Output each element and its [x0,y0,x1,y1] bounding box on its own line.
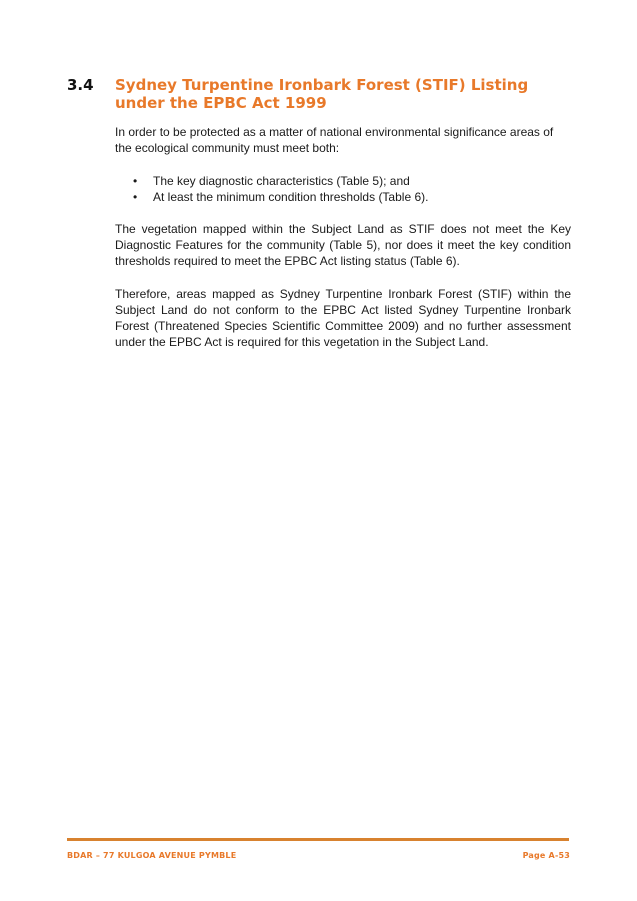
bullet-icon: • [133,174,138,188]
footer-document-title: BDAR – 77 KULGOA AVENUE PYMBLE [67,851,237,860]
list-item [115,189,571,205]
vegetation-paragraph: The vegetation mapped within the Subject Land as STIF does not meet the Key Diagnostic Features for the community (Table 5), nor does it meet the key condition thresholds required to meet the EPBC Act listing status (Table 6). [115,222,571,268]
bullet-icon: • [133,190,138,204]
conclusion-paragraph: Therefore, areas mapped as Sydney Turpentine Ironbark Forest (STIF) within the Subject Land do not conform to the EPBC Act listed Sydney Turpentine Ironbark Forest (Threatened Species Scientific Committee 2009) and no further assessment under the EPBC Act is required for this vegetation in the Subject Land. [115,287,571,349]
intro-paragraph: In order to be protected as a matter of national environmental significance areas of the ecological community must meet both: [115,125,554,155]
section-number: 3.4 [67,76,94,94]
list-item [115,173,571,189]
list-item-text: At least the minimum condition thresholds (Table 6). [153,190,429,204]
footer-divider [67,838,569,841]
section-title: Sydney Turpentine Ironbark Forest (STIF) Listing under the EPBC Act 1999 [115,76,529,112]
footer-page-number: Page A-53 [522,851,570,860]
list-item-text: The key diagnostic characteristics (Table 5); and [153,174,410,188]
criteria-list [115,173,571,205]
